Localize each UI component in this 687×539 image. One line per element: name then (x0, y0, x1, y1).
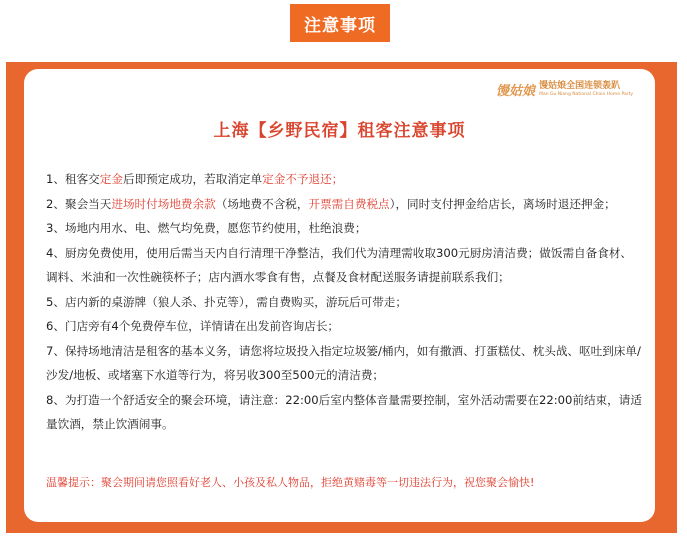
page-title: 上海【乡野民宿】租客注意事项 (213, 121, 466, 141)
rule-2 (46, 192, 643, 217)
rule-2-highlight-balance: 进场时付场地费余款 (111, 196, 216, 211)
rule-2-text-2: （场地费不含税， (215, 196, 309, 211)
rules-list (46, 167, 643, 437)
rule-4: 4、厨房免费使用，使用后需当天内自行清理干净整洁，我们代为清理需收取300元厨房清洁费；做饭需自备食材、调料、米油和一次性碗筷杯子；店内酒水零食有售，点餐及食材配送服务请提前联系我们； (46, 245, 633, 284)
section-badge: 注意事项 (290, 4, 390, 42)
logo-english: Man Gu Niang National Chain Home Party (539, 91, 633, 97)
logo-text (539, 82, 633, 98)
rule-1 (46, 167, 643, 192)
brand-logo (496, 80, 633, 99)
rule-1-highlight-deposit: 定金 (99, 172, 123, 186)
rule-8: 8、为打造一个舒适安全的聚会环境，请注意：22:00后室内整体音量需要控制，室外活动需要在22:00前结束，请适量饮酒，禁止饮酒闹事。 (46, 392, 642, 431)
rule-2-highlight-tax: 开票需自费税点 (308, 196, 390, 211)
logo-seal: 馒姑娘 (496, 84, 536, 99)
warm-tip: 温馨提示：聚会期间请您照看好老人、小孩及私人物品，拒绝黄赌毒等一切违法行为，祝您聚会愉快! (46, 476, 535, 489)
notice-card (24, 69, 655, 522)
rule-1-text-2: 后即预定成功，若取消定单 (122, 172, 263, 186)
rule-7: 7、保持场地清洁是租客的基本义务，请您将垃圾投入指定垃圾篓/桶内，如有撒酒、打蛋糕仗、枕头战、呕吐到床单/沙发/地板、或堵塞下水道等行为，将另收300至500元的清洁费； (46, 343, 641, 382)
rule-2-text-3: ），同时支付押金给店长，离场时退还押金； (389, 196, 616, 211)
rule-1-text: 1、租客交 (46, 172, 100, 186)
rule-6: 6、门店旁有4个免费停车位，详情请在出发前咨询店长； (46, 319, 340, 333)
rule-3: 3、场地内用水、电、燃气均免费，愿您节约使用，杜绝浪费； (46, 221, 367, 235)
rule-5: 5、店内新的桌游牌（狼人杀、扑克等），需自费购买，游玩后可带走； (46, 294, 407, 309)
rule-2-text: 2、聚会当天 (46, 196, 112, 211)
logo-chinese: 馒姑娘全国连锁轰趴 (539, 80, 621, 91)
rule-1-highlight-nonrefund: 定金不予退还； (262, 172, 344, 186)
